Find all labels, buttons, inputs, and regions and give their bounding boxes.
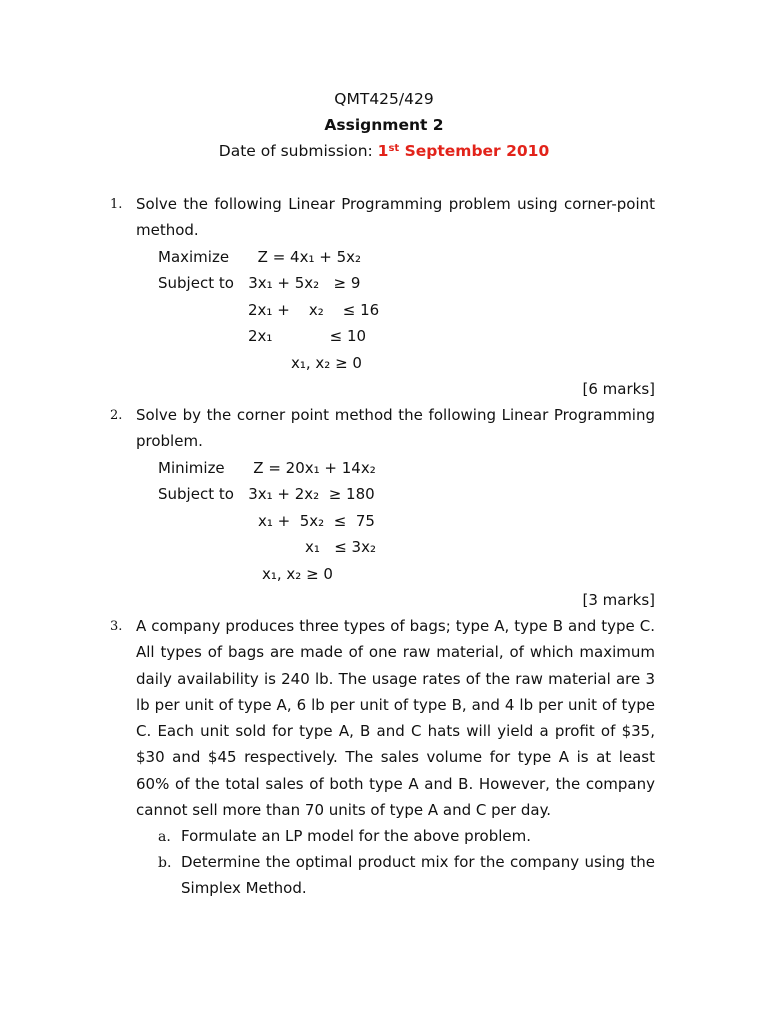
question-2-text: Solve by the corner point method the following Linear Programming problem.	[136, 406, 655, 451]
q2-nonnegativity: x₁, x₂ ≥ 0	[262, 565, 333, 583]
submission-date	[0, 141, 768, 161]
q2-constraint-3: x₁ ≤ 3x₂	[305, 538, 376, 556]
q1-constraint-1: Subject to 3x₁ + 5x₂ ≥ 9	[158, 274, 361, 292]
date-label: Date of submission:	[218, 142, 378, 160]
q2-objective: Minimize Z = 20x₁ + 14x₂	[158, 459, 376, 477]
q1-marks: [6 marks]	[582, 380, 655, 398]
question-2-number: 2.	[110, 408, 123, 423]
q2-marks: [3 marks]	[582, 591, 655, 609]
q1-nonnegativity: x₁, x₂ ≥ 0	[291, 354, 362, 372]
q1-constraint-3: 2x₁ ≤ 10	[248, 327, 367, 345]
question-3-text: A company produces three types of bags; type A, type B and type C. All types of bags are made of one raw material, of which maximum daily availability is 240 lb. The usage rates of the raw material are 3 lb per unit of type A, 6 lb per unit of type B, and 4 lb per unit of type C. Each unit sold for type A, B and C hats will yield a profit of $35, $30 and $45 respectively. The sales volume for type A is at least 60% of the total sales of both type A and B. However, the company cannot sell more than 70 units of type A and C per day.	[136, 617, 655, 820]
question-1-text: Solve the following Linear Programming problem using corner-point method.	[136, 195, 655, 240]
q3-part-a-letter: a.	[158, 829, 171, 845]
question-3-number: 3.	[110, 619, 123, 634]
q3-part-b-text: Determine the optimal product mix for the company using the Simplex Method.	[181, 853, 655, 898]
q1-constraint-2: 2x₁ + x₂ ≤ 16	[248, 301, 380, 319]
course-code: QMT425/429	[334, 90, 434, 108]
assignment-title: Assignment 2	[324, 116, 444, 134]
q3-part-a-text: Formulate an LP model for the above problem.	[181, 827, 532, 845]
q3-part-b-letter: b.	[158, 855, 172, 871]
date-value: 1st September 2010	[377, 142, 550, 160]
q2-constraint-2: x₁ + 5x₂ ≤ 75	[258, 512, 375, 530]
q2-constraint-1: Subject to 3x₁ + 2x₂ ≥ 180	[158, 485, 375, 503]
q1-objective: Maximize Z = 4x₁ + 5x₂	[158, 248, 362, 266]
question-1-number: 1.	[110, 197, 123, 212]
